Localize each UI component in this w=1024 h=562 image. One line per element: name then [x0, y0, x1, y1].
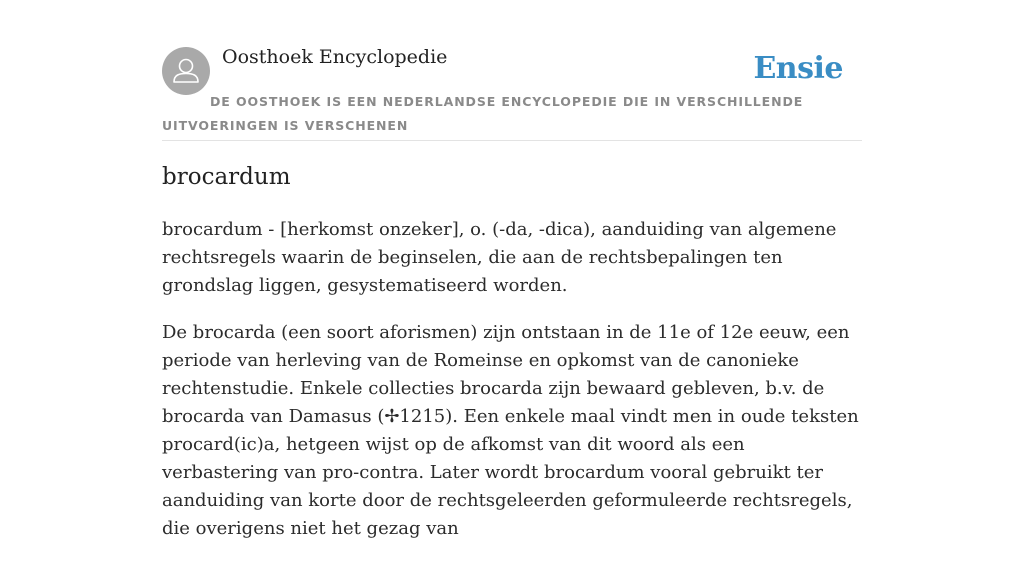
site-header	[162, 0, 862, 141]
article-title: brocardum	[162, 164, 291, 190]
article-paragraph-1: brocardum - [herkomst onzeker], o. (-da, -dica), aanduiding van algemene rechtsregels waarin de beginselen, die aan de rechtsbepalingen ten grondslag liggen, gesystematiseerd worden.	[162, 219, 837, 296]
page	[162, 0, 862, 539]
site-name[interactable]: Oosthoek Encyclopedie	[222, 46, 448, 68]
avatar-person-icon	[162, 47, 210, 95]
user-avatar-icon[interactable]	[162, 47, 210, 95]
site-tagline: DE OOSTHOEK IS EEN NEDERLANDSE ENCYCLOPEDIE DIE IN VERSCHILLENDE UITVOERINGEN IS VERSCHENEN	[162, 94, 804, 133]
brand-logo[interactable]: Ensie	[753, 51, 843, 86]
article-paragraph-2: De brocarda (een soort aforismen) zijn ontstaan in de 11e of 12e eeuw, een periode van herleving van de Romeinse en opkomst van de canonieke rechtenstudie. Enkele collecties brocarda zijn bewaard gebleven, b.v. de brocarda van Damasus (✢1215). Een enkele maal vindt men in oude teksten procard(ic)a, hetgeen wijst op de afkomst van dit woord als een verbastering van pro-contra. Later wordt brocardum vooral gebruikt ter aanduiding van korte door de rechtsgeleerden geformuleerde rechtsregels, die overigens niet het gezag van	[162, 322, 859, 539]
article-body	[162, 216, 862, 562]
